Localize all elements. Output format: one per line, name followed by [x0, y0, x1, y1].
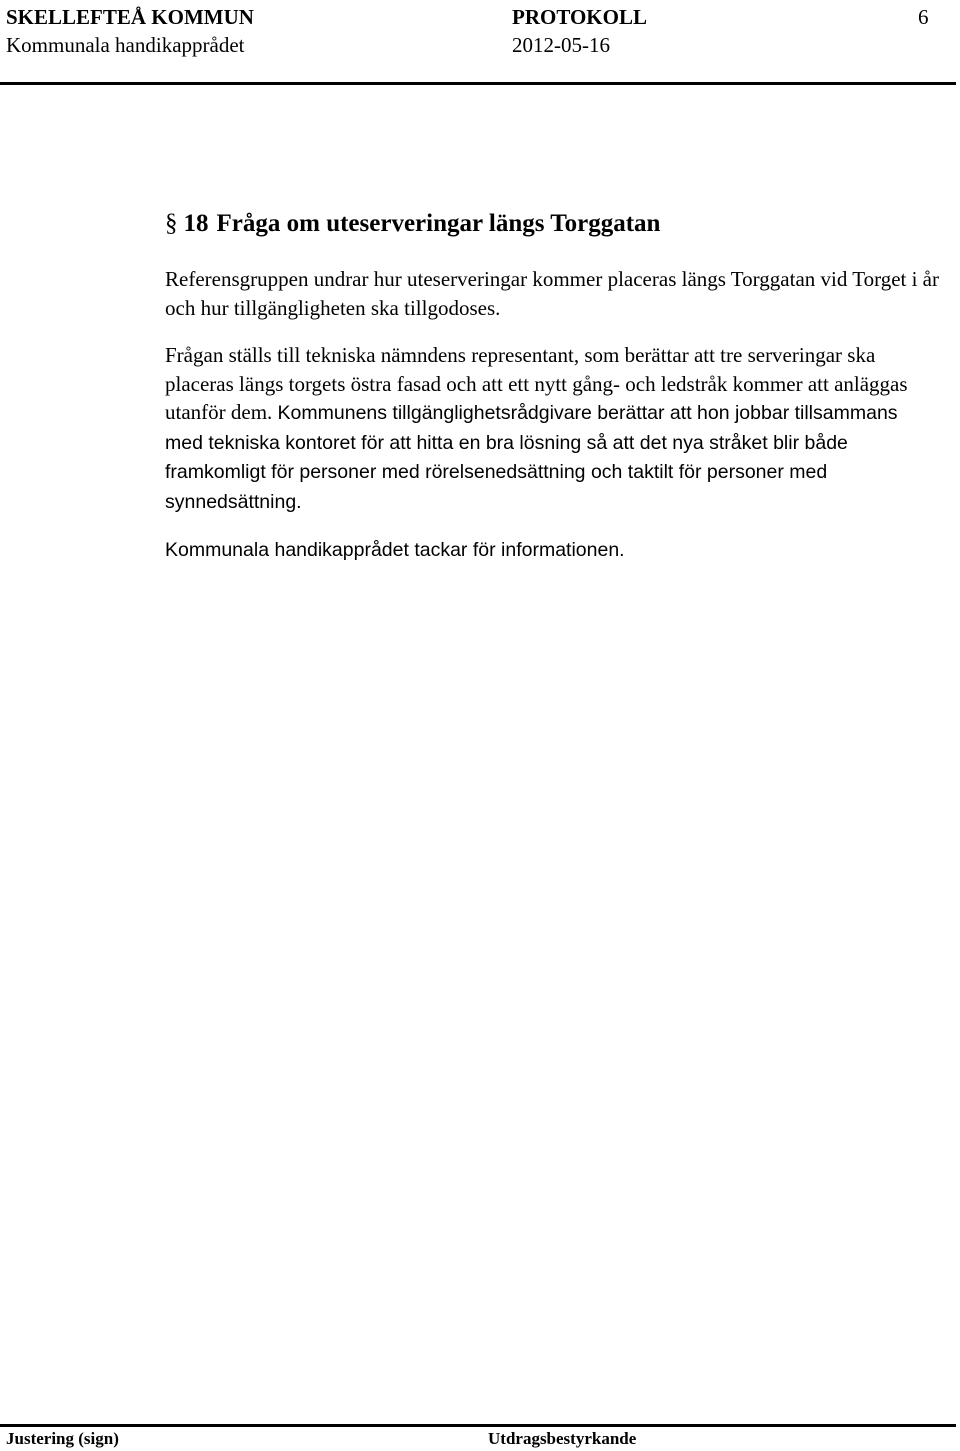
footer-divider: [0, 1424, 956, 1427]
paragraph-answer-part1: Frågan ställs till tekniska nämndens representant, som berättar att tre serveringar ska placeras längs torgets östra fasad och att ett nytt gång- och ledstråk kommer att anläggas utanför dem.: [165, 343, 908, 424]
page-footer: [6, 1428, 956, 1450]
paragraph-answer-part2: Kommunens tillgänglighetsrådgivare berättar att hon jobbar tillsammans med tekniska kontoret för att hitta en bra lösning så att det nya stråket blir både framkomligt för personer med rörelsenedsättning och taktilt för personer med synnedsättning.: [165, 402, 898, 513]
page-number: 6: [918, 5, 929, 29]
organization-name: SKELLEFTEÅ KOMMUN: [6, 5, 254, 29]
section-number: 18: [183, 210, 209, 237]
utdragsbestyrkande-label: Utdragsbestyrkande: [488, 1429, 637, 1448]
justering-label: Justering (sign): [6, 1429, 119, 1448]
document-body: [165, 207, 940, 565]
header-divider: [0, 82, 956, 85]
section-title: Fråga om uteserveringar längs Torggatan: [216, 210, 661, 237]
meeting-date: 2012-05-16: [512, 33, 610, 57]
paragraph-question: Referensgruppen undrar hur uteserveringar kommer placeras längs Torggatan vid Torget i år och hur tillgängligheten ska tillgodoses.: [165, 267, 939, 320]
committee-name: Kommunala handikapprådet: [6, 33, 245, 57]
paragraph-answer: [165, 341, 940, 516]
page-header: [6, 4, 956, 84]
section-heading: [165, 207, 940, 241]
paragraph-conclusion: Kommunala handikapprådet tackar för informationen.: [165, 539, 625, 561]
section-sign-icon: §: [165, 210, 178, 237]
document-type: PROTOKOLL: [512, 5, 647, 29]
